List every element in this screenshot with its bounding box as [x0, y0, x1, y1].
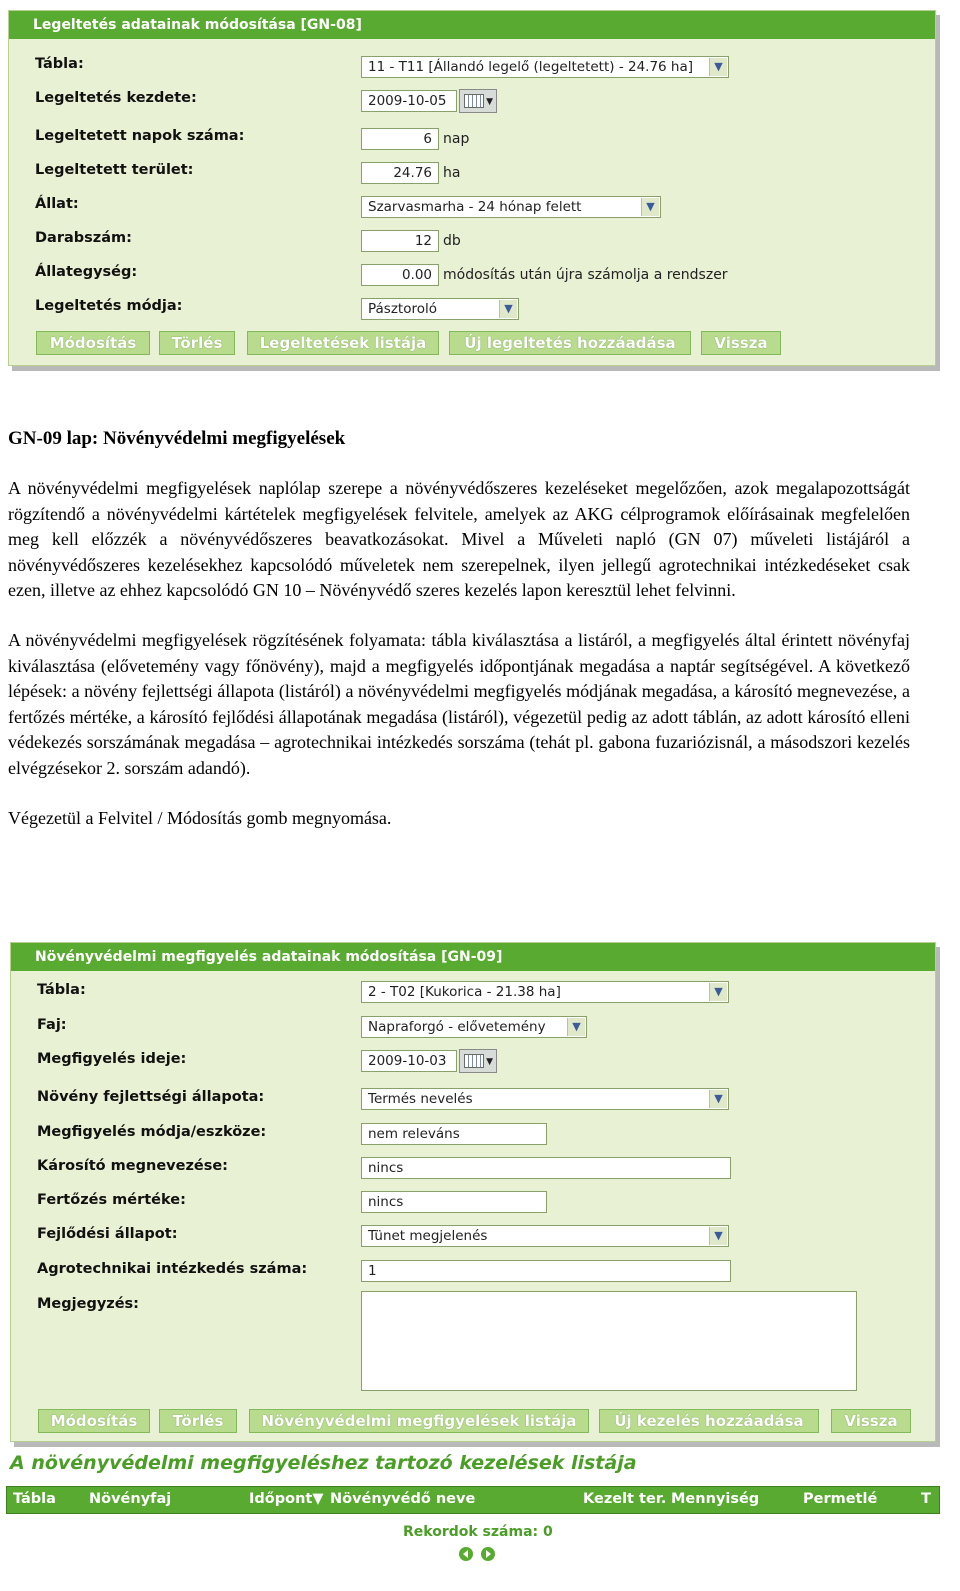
treatments-list-title: A növényvédelmi megfigyeléshez tartozó kezelések listája — [10, 1452, 637, 1474]
development-stage-value: Termés nevelés — [368, 1091, 473, 1107]
row-modja — [11, 1117, 935, 1151]
sort-down-icon: ▼ — [312, 1491, 324, 1507]
label-allat: Állat: — [35, 196, 79, 212]
label-faj: Faj: — [37, 1017, 67, 1033]
new-treatment-button[interactable]: Új kezelés hozzáadása — [599, 1409, 819, 1433]
next-page-icon[interactable] — [480, 1546, 496, 1562]
label-modja: Legeltetés módja: — [35, 298, 183, 314]
paragraph-2: A növényvédelmi megfigyelések rögzítésének folyamata: tábla kiválasztása a listáról, a megfigyelés által érintett növényfaj kiválasztása (elővetemény vagy főnövény), majd a megfigyelés időpontjának megadása a naptár segítségével. A következő lépések: a növény fejlettségi állapota (listáról) a növényvédelmi megfigyelés módjának megadása, a károsító megnevezése, a fertőzés mértéke, a károsító fejlődési állapotának megadása (listáról), végezetül pedig az adott táblán, az adott károsító elleni védekezés sorszámának megadása – agrotechnikai intézkedés sorszáma (tehát pl. gabona fuzariózisnál, a másodszori kezelés elvégzésekor 2. sorszám adandó). — [8, 629, 910, 778]
chevron-down-icon: ▼ — [709, 58, 727, 76]
label-fertozes: Fertőzés mértéke: — [37, 1192, 186, 1208]
row-ideje — [11, 1044, 935, 1078]
row-karosito — [11, 1151, 935, 1185]
previous-page-icon[interactable] — [458, 1546, 474, 1562]
calendar-button[interactable] — [459, 1049, 497, 1073]
label-fejlodes: Fejlődési állapot: — [37, 1226, 178, 1242]
row-darab — [9, 223, 935, 257]
column-tabla[interactable]: Tábla — [13, 1491, 56, 1507]
column-mennyiseg[interactable]: Mennyiség — [671, 1491, 760, 1507]
row-modja — [9, 291, 935, 325]
chevron-down-icon: ▼ — [709, 983, 727, 1001]
animal-unit-note: módosítás után újra számolja a rendszer — [443, 267, 728, 283]
tabla-select[interactable] — [361, 981, 729, 1003]
column-t[interactable]: T — [921, 1491, 931, 1507]
label-kezdete: Legeltetés kezdete: — [35, 90, 197, 106]
animal-unit-input[interactable]: 0.00 — [361, 264, 439, 286]
row-kezdete — [9, 83, 935, 117]
chevron-down-icon: ▼ — [709, 1227, 727, 1245]
grazing-method-select[interactable] — [361, 298, 519, 320]
row-tabla — [9, 49, 935, 83]
area-unit: ha — [443, 165, 461, 181]
pest-stage-value: Tünet megjelenés — [368, 1228, 488, 1244]
delete-button[interactable]: Törlés — [159, 1409, 237, 1433]
grazing-edit-form — [8, 10, 936, 366]
back-button[interactable]: Vissza — [831, 1409, 911, 1433]
label-tabla: Tábla: — [35, 56, 84, 72]
record-count: Rekordok száma: 0 — [403, 1524, 553, 1540]
calendar-button[interactable] — [459, 89, 497, 113]
label-allategyseg: Állategység: — [35, 264, 138, 280]
agrotech-number-input[interactable]: 1 — [361, 1260, 731, 1282]
count-input[interactable]: 12 — [361, 230, 439, 252]
form-title: Növényvédelmi megfigyelés adatainak módosítása [GN-09] — [11, 943, 935, 971]
caret-down-icon: ▼ — [486, 1057, 493, 1067]
row-napok — [9, 121, 935, 155]
modify-button[interactable]: Módosítás — [36, 331, 150, 355]
calendar-icon — [464, 94, 484, 108]
tabla-selected-value: 2 - T02 [Kukorica - 21.38 ha] — [368, 984, 561, 1000]
label-agrotech: Agrotechnikai intézkedés száma: — [37, 1261, 308, 1277]
caret-down-icon: ▼ — [486, 97, 493, 107]
document-body — [8, 428, 910, 831]
row-terulet — [9, 155, 935, 189]
column-novenyvedo-neve[interactable]: Növényvédő neve — [330, 1491, 476, 1507]
row-fejlettseg — [11, 1082, 935, 1116]
label-terulet: Legeltetett terület: — [35, 162, 194, 178]
chevron-down-icon: ▼ — [567, 1018, 585, 1036]
row-allategyseg — [9, 257, 935, 291]
modify-button[interactable]: Módosítás — [38, 1409, 150, 1433]
chevron-down-icon: ▼ — [641, 198, 659, 216]
start-date-input[interactable]: 2009-10-05 — [361, 90, 457, 112]
delete-button[interactable]: Törlés — [159, 331, 235, 355]
row-tabla — [11, 975, 935, 1009]
observation-date-input[interactable]: 2009-10-03 — [361, 1050, 457, 1072]
infection-level-input[interactable]: nincs — [361, 1191, 547, 1213]
label-karosito: Károsító megnevezése: — [37, 1158, 228, 1174]
animal-select[interactable] — [361, 196, 661, 218]
column-idopont-label: Időpont — [249, 1491, 313, 1507]
section-heading: GN-09 lap: Növényvédelmi megfigyelések — [8, 428, 346, 449]
species-selected-value: Napraforgó - elővetemény — [368, 1019, 546, 1035]
column-idopont[interactable] — [249, 1491, 324, 1507]
calendar-icon — [464, 1054, 484, 1068]
treatments-table-header — [6, 1486, 940, 1514]
animal-selected-value: Szarvasmarha - 24 hónap felett — [368, 199, 582, 215]
paragraph-1: A növényvédelmi megfigyelések naplólap szerepe a növényvédőszeres kezeléseket megelőzően, azok megalapozottságát rögzítendő a növényvédelmi kártételek megfigyelések felvitele, amelyek az AKG célprogramok előírásainak megfelelően meg kell előzzék a növényvédőszeres beavatkozásokat. Mivel a Műveleti napló (GN 07) műveleti listájáról a növényvédőszeres kezelésekhez kapcsolódó műveletek nem szerepelnek, ilyen jellegű agrotechnikai intézkedéseket csak ezen, illetve az ehhez kapcsolódó GN 10 – Növényvédő szeres kezelés lapon keresztül lehet felvinni. — [8, 478, 910, 601]
paragraph-3: Végezetül a Felvitel / Módosítás gomb megnyomása. — [8, 807, 392, 828]
new-grazing-button[interactable]: Új legeltetés hozzáadása — [449, 331, 691, 355]
row-fertozes — [11, 1185, 935, 1219]
label-modja: Megfigyelés módja/eszköze: — [37, 1124, 267, 1140]
species-select[interactable] — [361, 1016, 587, 1038]
chevron-down-icon: ▼ — [709, 1090, 727, 1108]
observation-method-input[interactable]: nem releváns — [361, 1123, 547, 1145]
label-fejlettseg: Növény fejlettségi állapota: — [37, 1089, 265, 1105]
grazing-list-button[interactable]: Legeltetések listája — [247, 331, 439, 355]
label-megjegyzes: Megjegyzés: — [37, 1296, 139, 1312]
grazing-method-value: Pásztoroló — [368, 301, 438, 317]
tabla-selected-value: 11 - T11 [Állandó legelő (legeltetett) - 24.76 ha] — [368, 59, 694, 75]
plant-protection-edit-form — [10, 942, 936, 1442]
label-napok: Legeltetett napok száma: — [35, 128, 245, 144]
back-button[interactable]: Vissza — [701, 331, 781, 355]
column-novenyfaj[interactable]: Növényfaj — [89, 1491, 172, 1507]
label-darab: Darabszám: — [35, 230, 132, 246]
count-unit: db — [443, 233, 461, 249]
label-ideje: Megfigyelés ideje: — [37, 1051, 187, 1067]
notes-textarea[interactable] — [361, 1291, 857, 1391]
days-input[interactable]: 6 — [361, 128, 439, 150]
area-input[interactable]: 24.76 — [361, 162, 439, 184]
row-fejlodes — [11, 1219, 935, 1253]
row-faj — [11, 1010, 935, 1044]
label-tabla: Tábla: — [37, 982, 86, 998]
row-agrotech — [11, 1254, 935, 1288]
development-stage-select[interactable] — [361, 1088, 729, 1110]
column-permetle[interactable]: Permetlé — [803, 1491, 878, 1507]
column-kezelt-ter[interactable]: Kezelt ter. — [583, 1491, 667, 1507]
pest-name-input[interactable]: nincs — [361, 1157, 731, 1179]
tabla-select[interactable] — [361, 56, 729, 78]
days-unit: nap — [443, 131, 470, 147]
chevron-down-icon: ▼ — [499, 300, 517, 318]
form-title: Legeltetés adatainak módosítása [GN-08] — [9, 11, 935, 39]
observations-list-button[interactable]: Növényvédelmi megfigyelések listája — [249, 1409, 589, 1433]
row-allat — [9, 189, 935, 223]
pest-stage-select[interactable] — [361, 1225, 729, 1247]
